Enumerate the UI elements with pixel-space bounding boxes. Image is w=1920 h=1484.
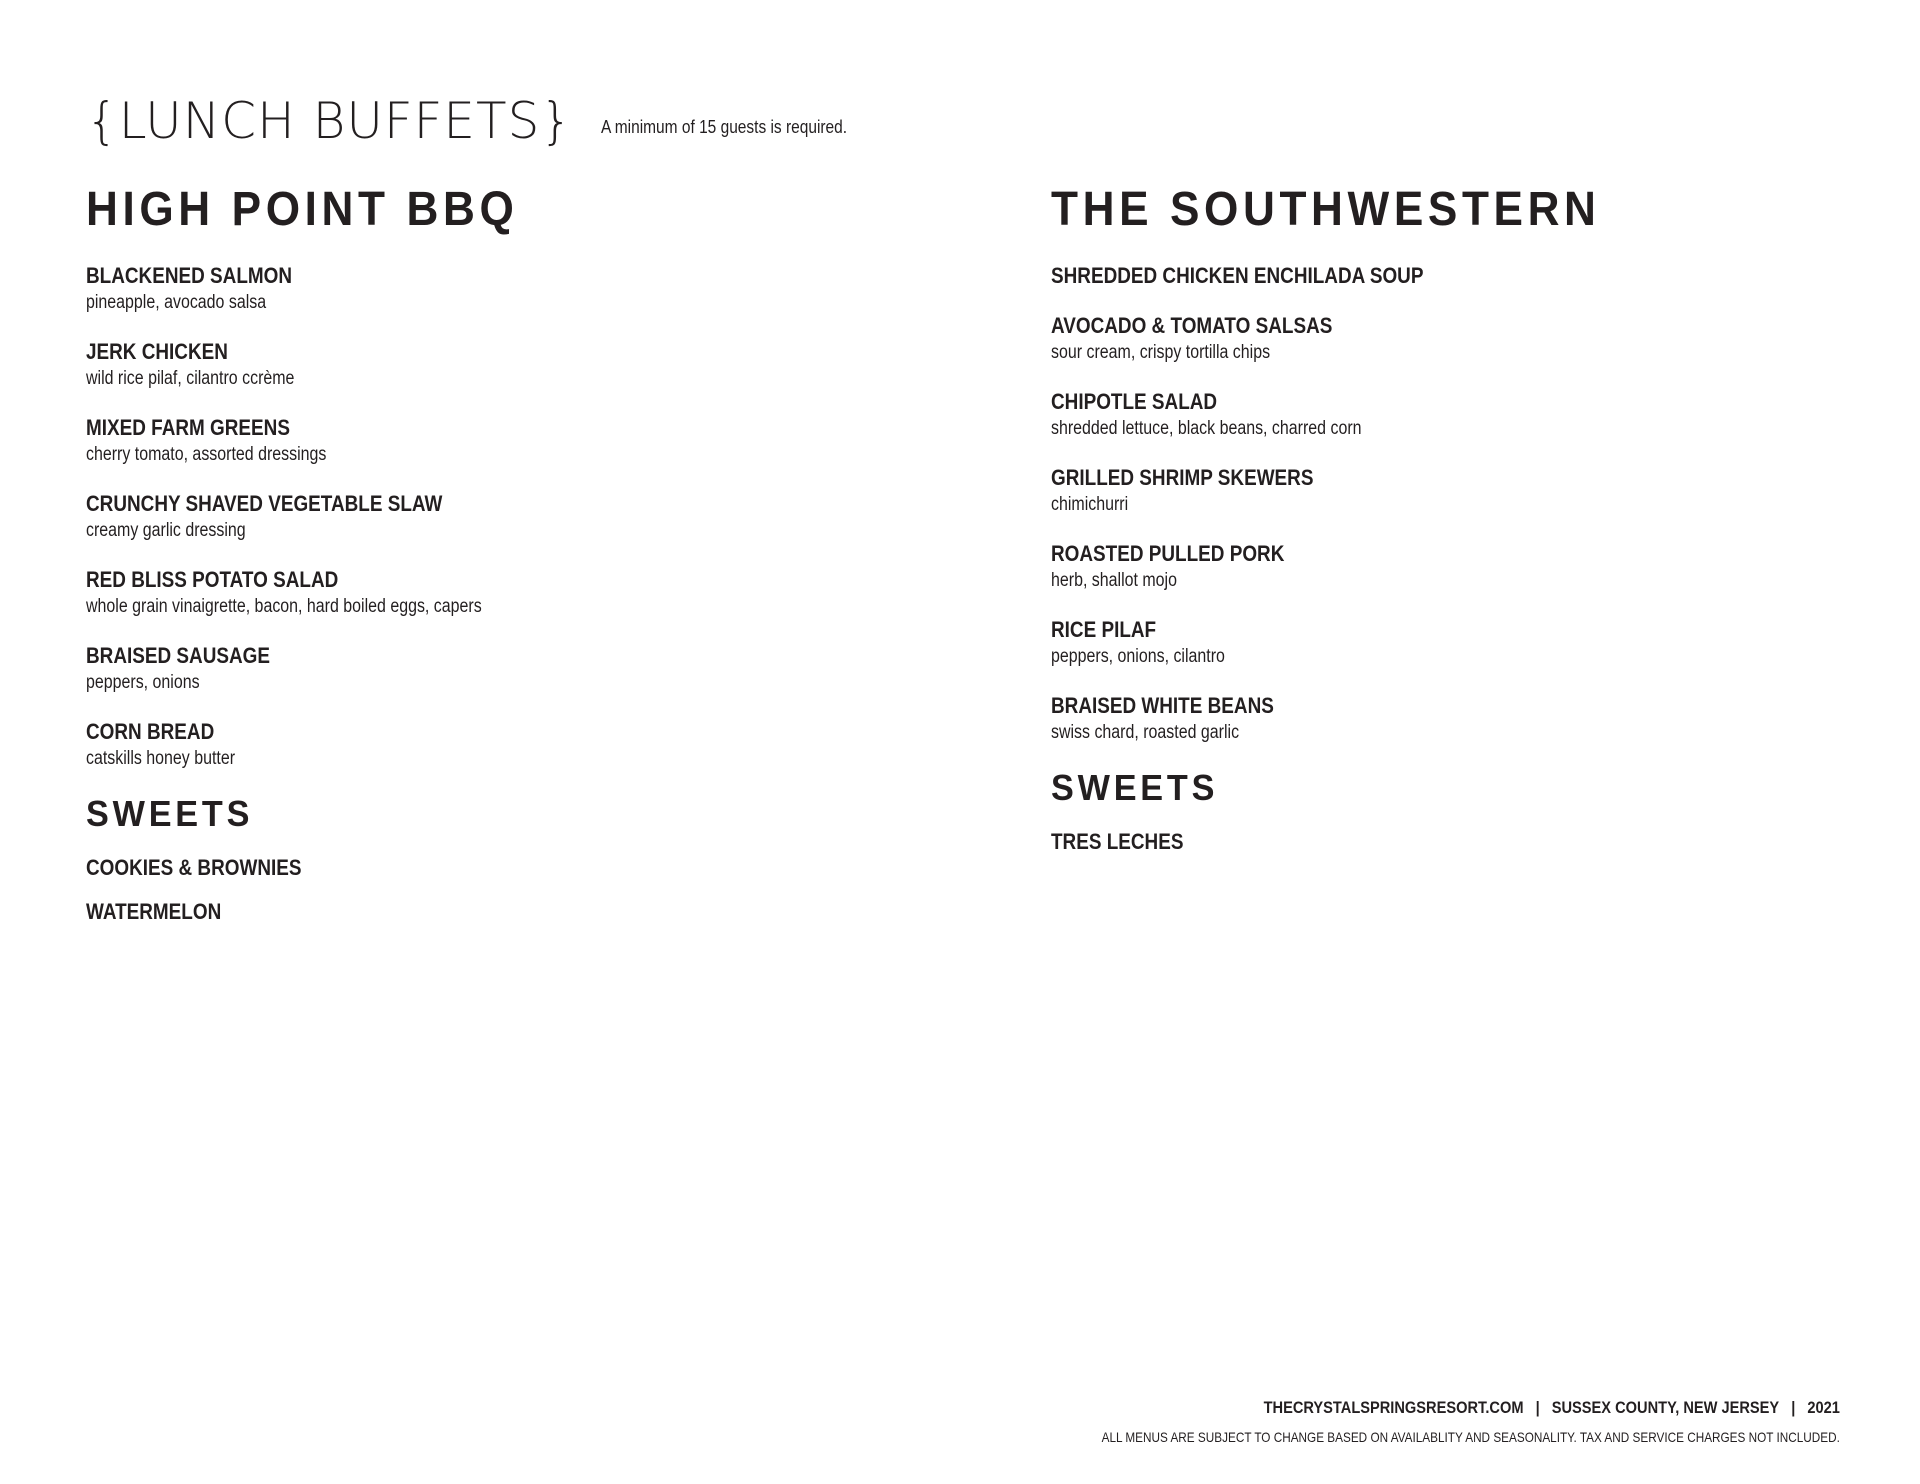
sweets-title: SWEETS (1051, 767, 1219, 808)
menu-item-name: BRAISED SAUSAGE (86, 643, 270, 668)
menu-item (86, 718, 866, 772)
menu-item-name: MIXED FARM GREENS (86, 415, 290, 440)
menu-item (86, 642, 866, 696)
menu-item-name: BRAISED WHITE BEANS (1051, 693, 1274, 718)
sweets-item-name: WATERMELON (86, 899, 222, 924)
menu-item (86, 414, 866, 468)
menu-item (1051, 692, 1831, 746)
minimum-guests-note: A minimum of 15 guests is required. (601, 117, 848, 137)
footer-website: THECRYSTALSPRINGSRESORT.COM (1263, 1398, 1524, 1417)
menu-item-name: JERK CHICKEN (86, 339, 228, 364)
menu-title: HIGH POINT BBQ (86, 183, 519, 236)
footer-separator: | (1535, 1398, 1540, 1417)
sweets-item (86, 898, 866, 926)
menu-item (86, 566, 866, 620)
menu-item (86, 262, 866, 316)
footer-contact-line (1084, 1396, 1840, 1420)
menu-item (86, 490, 866, 544)
menu-item-name: RICE PILAF (1051, 617, 1157, 642)
menu-item-description: peppers, onions, cilantro (1051, 646, 1225, 667)
menu-item-description: chimichurri (1051, 494, 1129, 515)
sweets-title: SWEETS (86, 793, 254, 834)
menu-item-name: CRUNCHY SHAVED VEGETABLE SLAW (86, 491, 443, 516)
menu-column-the-southwestern (1051, 183, 1831, 872)
menu-item-description: catskills honey butter (86, 748, 236, 769)
menu-item-description: sour cream, crispy tortilla chips (1051, 342, 1271, 363)
menu-item-description: cherry tomato, assorted dressings (86, 444, 327, 465)
footer-separator: | (1791, 1398, 1796, 1417)
menu-item-name: RED BLISS POTATO SALAD (86, 567, 339, 592)
menu-title: THE SOUTHWESTERN (1051, 183, 1601, 236)
menu-item (1051, 464, 1831, 518)
menu-item-description: whole grain vinaigrette, bacon, hard boiled eggs, capers (86, 596, 482, 617)
menu-item-name: ROASTED PULLED PORK (1051, 541, 1285, 566)
page-title: {LUNCH BUFFETS} (86, 92, 574, 150)
menu-item-name: BLACKENED SALMON (86, 263, 293, 288)
menu-item-name: CORN BREAD (86, 719, 215, 744)
sweets-item-name: COOKIES & BROWNIES (86, 855, 302, 880)
menu-item-description: shredded lettuce, black beans, charred corn (1051, 418, 1362, 439)
menu-item (1051, 540, 1831, 594)
footer-location: SUSSEX COUNTY, NEW JERSEY (1551, 1398, 1780, 1417)
menu-item (86, 338, 866, 392)
sweets-section (86, 793, 866, 926)
menu-column-high-point-bbq (86, 183, 866, 942)
menu-item-name: CHIPOTLE SALAD (1051, 389, 1218, 414)
menu-item (1051, 616, 1831, 670)
sweets-section (1051, 767, 1831, 856)
menu-item-name: GRILLED SHRIMP SKEWERS (1051, 465, 1314, 490)
page-header (86, 82, 887, 150)
sweets-list (86, 854, 866, 926)
menu-item-description: peppers, onions (86, 672, 200, 693)
menu-item-name: AVOCADO & TOMATO SALSAS (1051, 313, 1333, 338)
menu-item-description: creamy garlic dressing (86, 520, 246, 541)
menu-item-description: herb, shallot mojo (1051, 570, 1177, 591)
sweets-item (1051, 828, 1831, 856)
menu-item (1051, 262, 1831, 290)
menu-item-description: swiss chard, roasted garlic (1051, 722, 1240, 743)
sweets-item-name: TRES LECHES (1051, 829, 1184, 854)
footer-disclaimer: ALL MENUS ARE SUBJECT TO CHANGE BASED ON AVAILABLITY AND SEASONALITY. TAX AND SERVICE CHARGES NOT INCLUDED. (1101, 1429, 1840, 1445)
menu-item-description: pineapple, avocado salsa (86, 292, 267, 313)
menu-item (1051, 388, 1831, 442)
footer-year: 2021 (1807, 1398, 1840, 1417)
menu-item (1051, 312, 1831, 366)
sweets-list (1051, 828, 1831, 856)
menu-item-description: wild rice pilaf, cilantro ccrème (86, 368, 295, 389)
menu-item-name: SHREDDED CHICKEN ENCHILADA SOUP (1051, 263, 1424, 288)
sweets-item (86, 854, 866, 882)
page-footer (961, 1396, 1840, 1448)
